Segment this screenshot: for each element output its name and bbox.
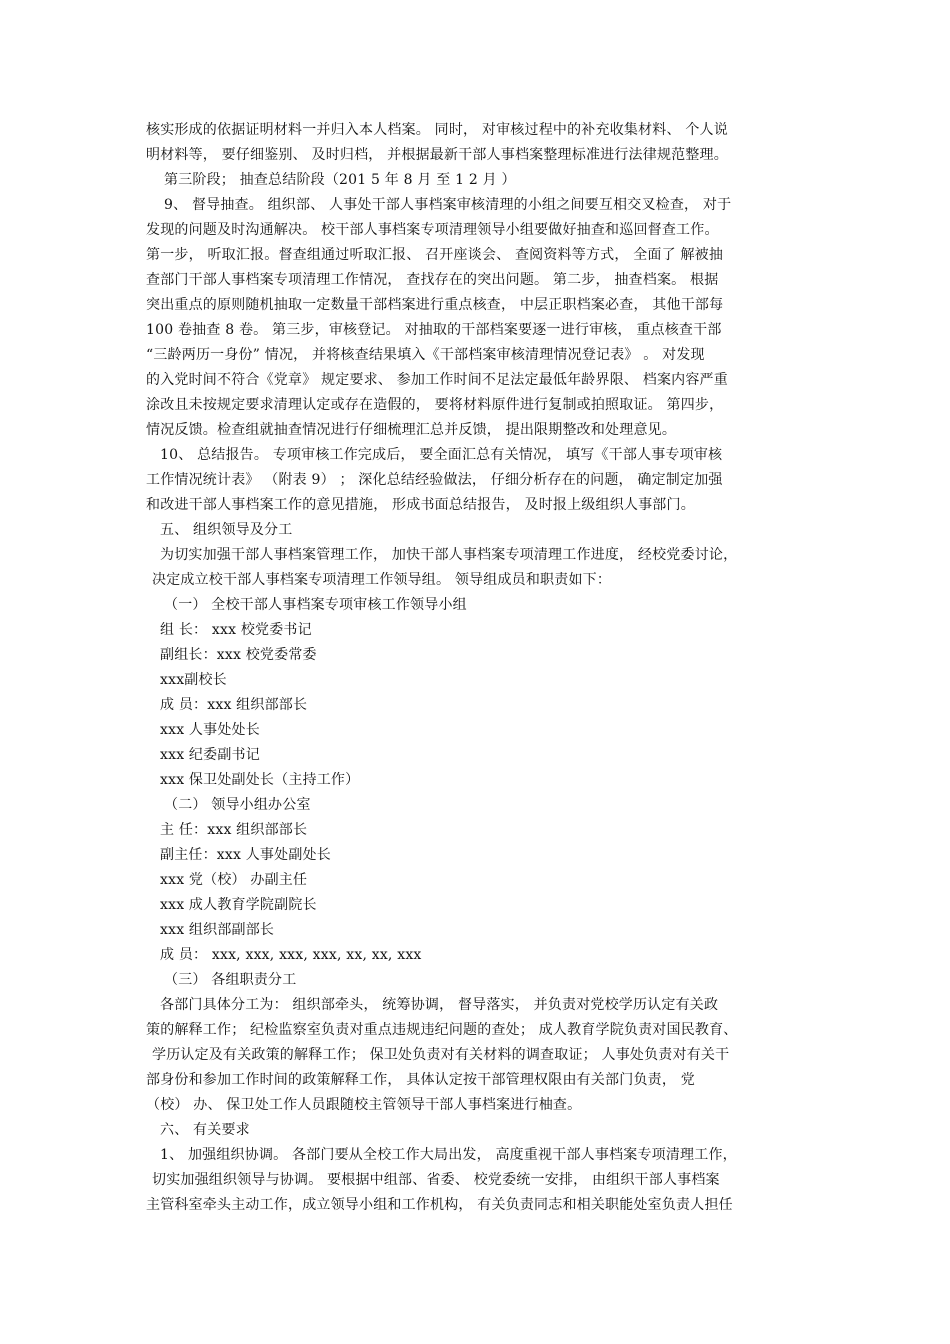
member-line-2: 副组长：xxx 校党委常委 bbox=[160, 647, 317, 663]
text-line-5: 发现的问题及时沟通解决。 校干部人事档案专项清理领导小组要做好抽查和巡回督查工作。 bbox=[146, 222, 719, 238]
member-line-5: xxx 人事处处长 bbox=[160, 722, 260, 738]
text-line-12: 涂改且未按规定要求清理认定或存在造假的， 要将材料原件进行复制或拍照取证。 第四步， bbox=[146, 397, 724, 413]
member-line-3: xxx副校长 bbox=[160, 672, 227, 688]
text-line-14: 10、 总结报告。 专项审核工作完成后， 要全面汇总有关情况， 填写《干部人事专项审核 bbox=[160, 447, 723, 463]
text-line-1: 核实形成的依据证明材料一并归入本人档案。 同时， 对审核过程中的补充收集材料、 个人说 bbox=[146, 122, 728, 138]
subsection-heading-1: （一） 全校干部人事档案专项审核工作领导小组 bbox=[164, 597, 467, 613]
text-line-9: 100 卷抽查 8 卷。 第三步，审核登记。 对抽取的干部档案要逐一进行审核， 重点核查干部 bbox=[146, 322, 722, 338]
office-line-4: xxx 成人教育学院副院长 bbox=[160, 897, 317, 913]
member-line-6: xxx 纪委副书记 bbox=[160, 747, 260, 763]
text-line-13: 情况反馈。检查组就抽查情况进行仔细梳理汇总并反馈， 提出限期整改和处理意见。 bbox=[146, 422, 677, 438]
text-line-18: 为切实加强干部人事档案管理工作， 加快干部人事档案专项清理工作进度， 经校党委讨论， bbox=[160, 547, 738, 563]
text-line-10: “三龄两历一身份” 情况， 并将核查结果填入《干部档案审核清理情况登记表》 。 对发现 bbox=[146, 347, 705, 363]
text-line-3: 第三阶段； 抽查总结阶段（201 5 年 8 月 至 1 2 月 ） bbox=[164, 172, 516, 188]
member-line-1: 组 长： xxx 校党委书记 bbox=[160, 622, 312, 638]
text-line-8: 突出重点的原则随机抽取一定数量干部档案进行重点核查， 中层正职档案必查， 其他干部每 bbox=[146, 297, 724, 313]
text-line-2: 明材料等， 要仔细鉴别、 及时归档， 并根据最新干部人事档案整理标准进行法律规范整理。 bbox=[146, 147, 728, 163]
office-line-2: 副主任：xxx 人事处副处长 bbox=[160, 847, 331, 863]
text-line-37: 策的解释工作； 纪检监察室负责对重点违规违纪问题的查处； 成人教育学院负责对国民教育、 bbox=[146, 1022, 738, 1038]
text-line-6: 第一步， 听取汇报。督查组通过听取汇报、 召开座谈会、 查阅资料等方式， 全面了 解被抽 bbox=[146, 247, 724, 263]
text-line-43: 切实加强组织领导与协调。 要根据中组部、省委、 校党委统一安排， 由组织干部人事档案 bbox=[152, 1172, 720, 1188]
text-line-11: 的入党时间不符合《党章》 规定要求、 参加工作时间不足法定最低年龄界限、 档案内容严重 bbox=[146, 372, 728, 388]
office-line-3: xxx 党（校） 办副主任 bbox=[160, 872, 308, 888]
text-line-7: 查部门干部人事档案专项清理工作情况， 查找存在的突出问题。 第二步， 抽查档案。 根据 bbox=[146, 272, 719, 288]
text-line-39: 部身份和参加工作时间的政策解释工作， 具体认定按干部管理权限由有关部门负责， 党 bbox=[146, 1072, 695, 1088]
text-line-16: 和改进干部人事档案工作的意见措施， 形成书面总结报告， 及时报上级组织人事部门。 bbox=[146, 497, 695, 513]
text-line-44: 主管科室牵头主动工作，成立领导小组和工作机构， 有关负责同志和相关职能处室负责人担任 bbox=[146, 1197, 733, 1213]
subsection-heading-3: （三） 各组职责分工 bbox=[164, 972, 297, 988]
office-line-1: 主 任：xxx 组织部部长 bbox=[160, 822, 308, 838]
text-line-4: 9、 督导抽查。 组织部、 人事处干部人事档案审核清理的小组之间要互相交叉检查， 对于 bbox=[164, 197, 732, 213]
text-line-42: 1、 加强组织协调。 各部门要从全校工作大局出发， 高度重视干部人事档案专项清理工作， bbox=[160, 1147, 737, 1163]
office-line-6: 成 员： xxx, xxx, xxx, xxx, xx, xx, xxx bbox=[160, 947, 422, 963]
text-line-38: 学历认定及有关政策的解释工作； 保卫处负责对有关材料的调查取证； 人事处负责对有关干 bbox=[152, 1047, 730, 1063]
text-line-15: 工作情况统计表》 （附表 9） ； 深化总结经验做法， 仔细分析存在的问题， 确定制定加强 bbox=[146, 472, 723, 488]
text-line-36: 各部门具体分工为： 组织部牵头， 统筹协调， 督导落实， 并负责对党校学历认定有关政 bbox=[160, 997, 719, 1013]
subsection-heading-2: （二） 领导小组办公室 bbox=[164, 797, 311, 813]
section-heading-5: 五、 组织领导及分工 bbox=[160, 522, 293, 538]
office-line-5: xxx 组织部副部长 bbox=[160, 922, 275, 938]
text-line-19: 决定成立校干部人事档案专项清理工作领导组。 领导组成员和职责如下： bbox=[152, 572, 612, 588]
text-line-40: （校） 办、 保卫处工作人员跟随校主管领导干部人事档案进行柚查。 bbox=[146, 1097, 582, 1113]
member-line-4: 成 员：xxx 组织部部长 bbox=[160, 697, 308, 713]
member-line-7: xxx 保卫处副处长（主持工作） bbox=[160, 772, 360, 788]
document-body bbox=[146, 118, 810, 1218]
section-heading-6: 六、 有关要求 bbox=[160, 1122, 250, 1138]
